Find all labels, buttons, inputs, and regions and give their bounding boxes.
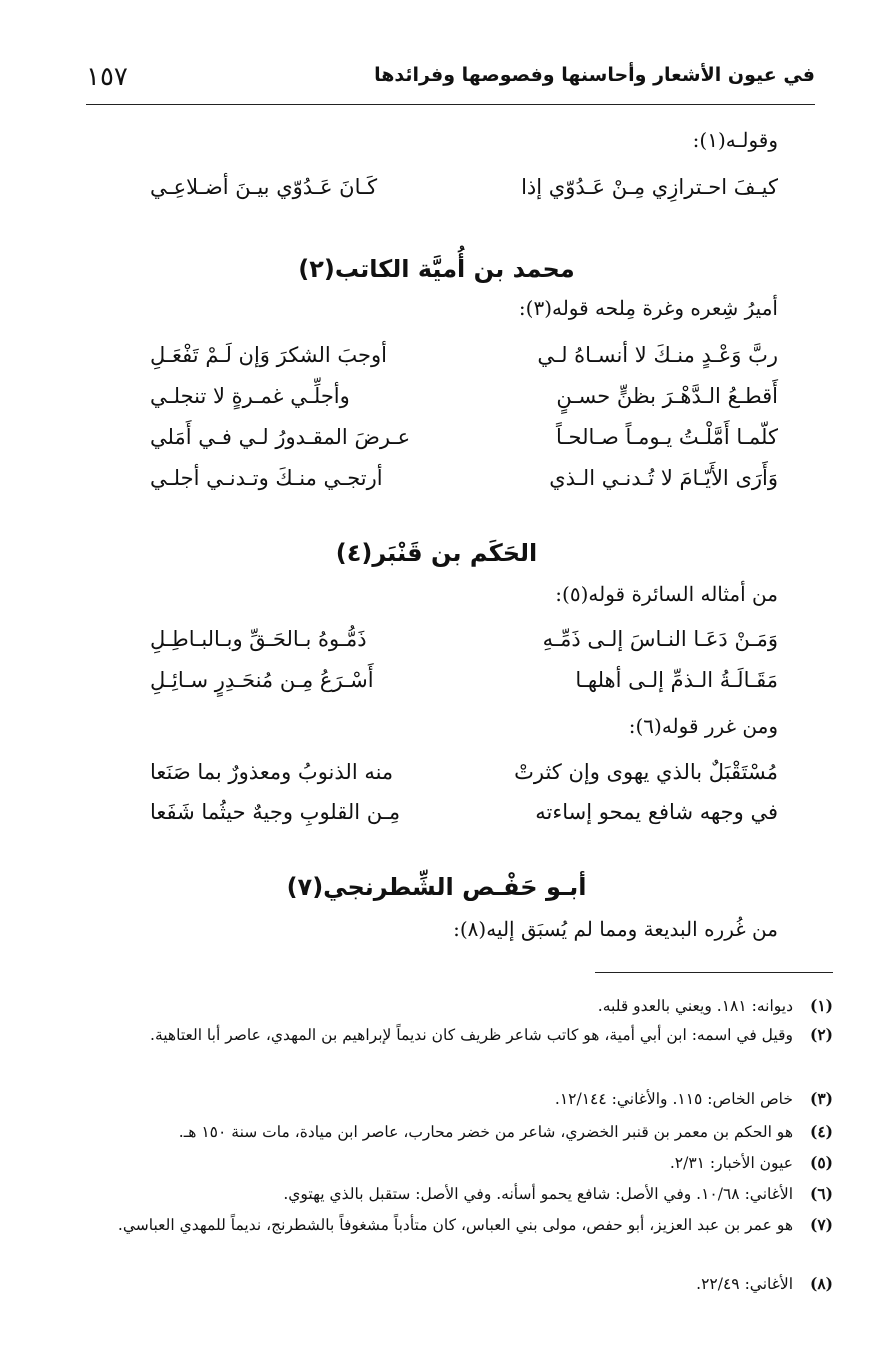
- running-header: [86, 64, 815, 105]
- footnote-text: وقيل في اسمه: ابن أبي أمية، هو كاتب شاعر ظريف كان نديماً لإبراهيم بن المهدي، عاصر أبا العتاهية.: [150, 1026, 793, 1044]
- footnote-number: (٨): [809, 1274, 833, 1293]
- verse-first-hemistich: مُسْتَقْبَلٌ بالذي يهوى وإن كثرتْ: [514, 760, 778, 784]
- footnote-number: (٢): [809, 1025, 833, 1044]
- footnote: [73, 1271, 833, 1297]
- verse-second-hemistich: كَـانَ عَـدُوّي بيـنَ أضـلاعِـي: [150, 175, 378, 199]
- intro-line: من أمثاله السائرة قوله(٥):: [555, 582, 778, 606]
- footnote: [73, 1181, 833, 1207]
- verse-second-hemistich: وأجلِّـي غمـرةٍ لا تنجلـي: [150, 384, 350, 408]
- verse-first-hemistich: كيـفَ احـترازِي مِـنْ عَـدُوّي إذا: [521, 175, 778, 199]
- verse-second-hemistich: أوجبَ الشكرَ وَإن لَـمْ تَفْعَـلِ: [150, 343, 388, 367]
- footnote-number: (٥): [809, 1153, 833, 1172]
- footnote-text: ديوانه: ١٨١. ويعني بالعدو قلبه.: [597, 997, 793, 1015]
- footnote: [73, 1150, 833, 1176]
- footnote: [73, 993, 833, 1019]
- verse-second-hemistich: ذَمُّـوهُ بـالحَـقِّ وبـالبـاطِـلِ: [150, 627, 367, 651]
- running-title: في عيون الأشعار وأحاسنها وفصوصها وفرائدها: [374, 64, 815, 86]
- intro-line: أميرُ شِعره وغرة مِلحه قوله(٣):: [518, 296, 778, 320]
- page-number: ١٥٧: [86, 62, 128, 92]
- footnote-text: الأغاني: ٢٢/٤٩.: [696, 1275, 793, 1293]
- poet-heading: محمد بن أُميَّة الكاتب(٢): [298, 255, 575, 283]
- footnote-number: (٧): [809, 1215, 833, 1234]
- footnote: [73, 1086, 833, 1112]
- verse-first-hemistich: مَقَـالَـةُ الـذمِّ إلـى أهلهـا: [575, 668, 778, 692]
- footnote-text: هو عمر بن عبد العزيز، أبو حفص، مولى بني العباس، كان متأدباً مشغوفاً بالشطرنج، نديماً للمهدي العباسي.: [117, 1216, 793, 1234]
- footnote: [73, 1119, 833, 1145]
- verse-second-hemistich: أرتجـي منـكَ وتـدنـي أجلـي: [150, 466, 383, 490]
- footnote-separator: [595, 972, 833, 973]
- verse-first-hemistich: أَقطـعُ الـدَّهْـرَ بظنٍّ حسـنٍ: [556, 384, 778, 408]
- verse-first-hemistich: ربَّ وَعْـدٍ منـكَ لا أنسـاهُ لـي: [537, 343, 778, 367]
- verse-first-hemistich: في وجهه شافع يمحو إساءته: [535, 800, 778, 824]
- footnote-text: هو الحكم بن معمر بن قنبر الخضري، شاعر من خضر محارب، عاصر ابن ميادة، مات سنة ١٥٠ هـ.: [178, 1123, 793, 1141]
- verse-second-hemistich: أَسْـرَعُ مِـن مُنحَـدِرٍ سـائِـلِ: [150, 668, 374, 692]
- footnote-text: الأغاني: ١٠/٦٨. وفي الأصل: شافع يحمو أسأنه. وفي الأصل: ستقبل بالذي يهتوي.: [283, 1185, 793, 1203]
- intro-line: وقولـه(١):: [692, 128, 778, 152]
- footnote: [73, 1212, 833, 1238]
- intro-line: من غُرره البديعة ومما لم يُسبَق إليه(٨):: [453, 917, 778, 941]
- verse-first-hemistich: وَمَـنْ دَعَـا النـاسَ إلـى ذَمِّـهِ: [542, 627, 778, 651]
- verse-first-hemistich: كلّمـا أَمَّلْـتُ يـومـاً صـالحـاً: [555, 425, 778, 449]
- intro-line: ومن غرر قوله(٦):: [628, 714, 778, 738]
- footnote-number: (٣): [809, 1089, 833, 1108]
- poet-heading: أبـو حَفْـص الشِّطرنجي(٧): [286, 873, 587, 901]
- poet-heading: الحَكَم بن قَنْبَر(٤): [335, 539, 538, 567]
- footnote: [73, 1022, 833, 1048]
- verse-first-hemistich: وَأَرَى الأَيّـامَ لا تُـدنـي الـذي: [549, 466, 778, 490]
- footnote-number: (١): [809, 996, 833, 1015]
- footnote-text: خاص الخاص: ١١٥. والأغاني: ١٢/١٤٤.: [554, 1090, 793, 1108]
- verse-second-hemistich: منه الذنوبُ ومعذورٌ بما صَنَعا: [150, 760, 394, 784]
- footnote-text: عيون الأخبار: ٢/٣١.: [669, 1154, 793, 1172]
- footnote-number: (٤): [809, 1122, 833, 1141]
- verse-second-hemistich: عـرضَ المقـدورُ لـي فـي أَمَلي: [150, 425, 411, 449]
- footnote-number: (٦): [809, 1184, 833, 1203]
- verse-second-hemistich: مِـن القلوبِ وجيهٌ حيثُما شَفَعا: [150, 800, 401, 824]
